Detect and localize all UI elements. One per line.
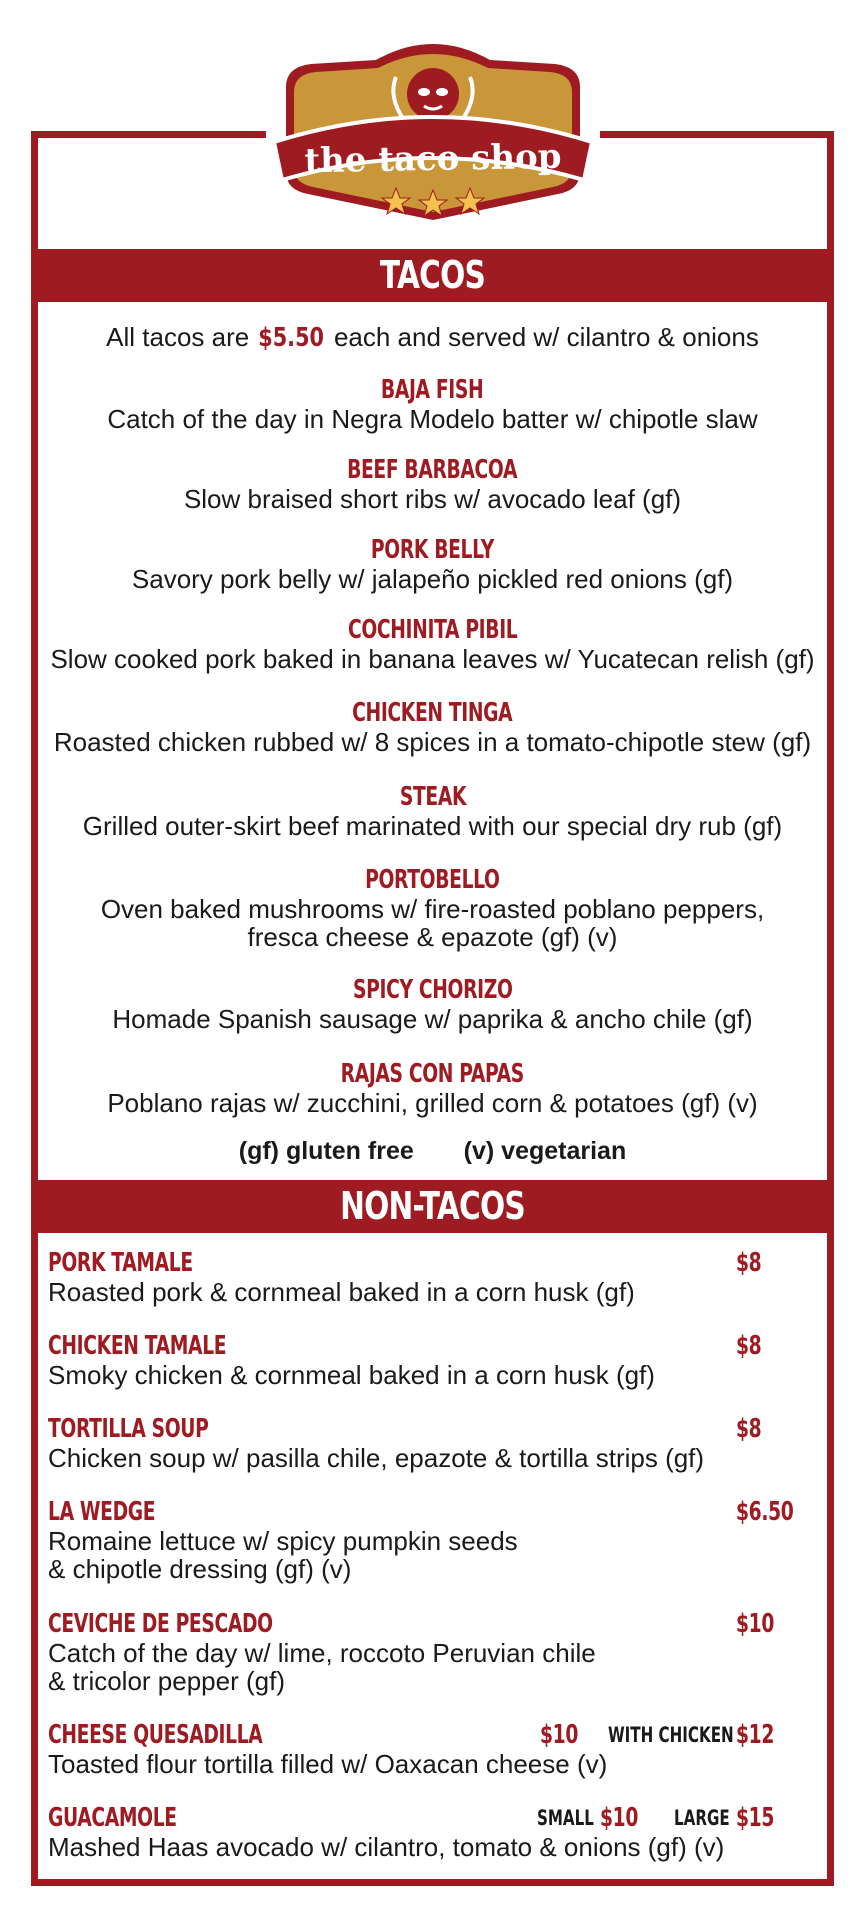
taco-description: Slow braised short ribs w/ avocado leaf (gf) (183, 484, 682, 514)
taco-name: SPICY CHORIZO (352, 975, 513, 1005)
taco-name: RAJAS CON PAPAS (340, 1059, 525, 1089)
item-name: CHEESE QUESADILLA (48, 1720, 263, 1750)
nontaco-item (48, 1720, 808, 1778)
size-label-small: SMALL (537, 1806, 594, 1830)
taco-item (38, 535, 827, 593)
taco-description: Catch of the day in Negra Modelo batter w/ chipotle slaw (107, 404, 758, 434)
taco-name: BAJA FISH (381, 375, 484, 405)
item-name: CEVICHE DE PESCADO (48, 1609, 273, 1639)
item-description: Smoky chicken & cornmeal baked in a corn husk (gf) (48, 1360, 655, 1390)
item-price: $8 (736, 1414, 762, 1444)
tacos-section-heading: TACOS (31, 249, 834, 302)
tacos-intro (38, 322, 827, 353)
taco-description: Slow cooked pork baked in banana leaves w/ Yucatecan relish (gf) (50, 644, 815, 674)
nontaco-item (48, 1331, 808, 1389)
taco-name: BEEF BARBACOA (347, 455, 518, 485)
option-label: WITH CHICKEN (608, 1723, 734, 1747)
taco-description: Grilled outer-skirt beef marinated with our special dry rub (gf) (82, 811, 783, 841)
item-price: $6.50 (736, 1497, 794, 1527)
item-description: Toasted flour tortilla filled w/ Oaxacan cheese (v) (48, 1749, 608, 1779)
taco-shop-logo (266, 32, 600, 222)
nontacos-section-heading: NON-TACOS (31, 1180, 834, 1233)
taco-description: Oven baked mushrooms w/ fire-roasted poblano peppers, (100, 894, 765, 924)
taco-name: COCHINITA PIBIL (347, 615, 518, 645)
taco-price: $5.50 (258, 323, 325, 353)
item-description: & tricolor pepper (gf) (48, 1666, 285, 1696)
taco-item (38, 865, 827, 951)
item-description: Romaine lettuce w/ spicy pumpkin seeds (48, 1526, 518, 1556)
item-description: Catch of the day w/ lime, roccoto Peruvian chile (48, 1638, 596, 1668)
dietary-legend (38, 1137, 827, 1166)
taco-item (38, 615, 827, 673)
size-label-large: LARGE (674, 1806, 730, 1830)
option-price: $12 (736, 1720, 775, 1750)
nontaco-item (48, 1609, 808, 1695)
nontaco-item (48, 1803, 808, 1861)
taco-description: fresca cheese & epazote (gf) (v) (247, 922, 618, 952)
taco-name: CHICKEN TINGA (352, 698, 513, 728)
taco-description: Poblano rajas w/ zucchini, grilled corn & potatoes (gf) (v) (107, 1088, 758, 1118)
taco-description: Savory pork belly w/ jalapeño pickled red onions (gf) (131, 564, 734, 594)
item-price-small: $10 (600, 1803, 639, 1833)
taco-item (38, 1059, 827, 1117)
legend-vegetarian: (v) vegetarian (463, 1137, 627, 1165)
item-description: Chicken soup w/ pasilla chile, epazote & tortilla strips (gf) (48, 1443, 705, 1473)
item-description: Mashed Haas avocado w/ cilantro, tomato & onions (gf) (v) (48, 1832, 725, 1862)
item-name: PORK TAMALE (48, 1248, 193, 1278)
nontaco-item (48, 1248, 808, 1306)
taco-item (38, 455, 827, 513)
item-price: $10 (736, 1609, 775, 1639)
item-name: CHICKEN TAMALE (48, 1331, 227, 1361)
nontaco-item (48, 1414, 808, 1472)
taco-name: PORTOBELLO (365, 865, 500, 895)
item-description: & chipotle dressing (gf) (v) (48, 1554, 352, 1584)
item-description: Roasted pork & cornmeal baked in a corn husk (gf) (48, 1277, 635, 1307)
taco-item (38, 698, 827, 756)
item-name: GUACAMOLE (48, 1803, 177, 1833)
item-price: $8 (736, 1248, 762, 1278)
intro-text: All tacos are (106, 322, 250, 352)
item-price: $10 (540, 1720, 579, 1750)
taco-item (38, 782, 827, 840)
legend-gluten-free: (gf) gluten free (238, 1137, 414, 1165)
intro-text: each and served w/ cilantro & onions (333, 322, 759, 352)
taco-item (38, 375, 827, 433)
nontaco-item (48, 1497, 808, 1583)
taco-name: PORK BELLY (370, 535, 495, 565)
item-price: $8 (736, 1331, 762, 1361)
taco-name: STEAK (399, 782, 466, 812)
item-price-large: $15 (736, 1803, 775, 1833)
taco-description: Roasted chicken rubbed w/ 8 spices in a tomato-chipotle stew (gf) (53, 727, 812, 757)
item-name: LA WEDGE (48, 1497, 156, 1527)
taco-item (38, 975, 827, 1033)
item-name: TORTILLA SOUP (48, 1414, 209, 1444)
logo-text: the taco shop (304, 136, 562, 182)
taco-description: Homade Spanish sausage w/ paprika & ancho chile (gf) (112, 1004, 753, 1034)
